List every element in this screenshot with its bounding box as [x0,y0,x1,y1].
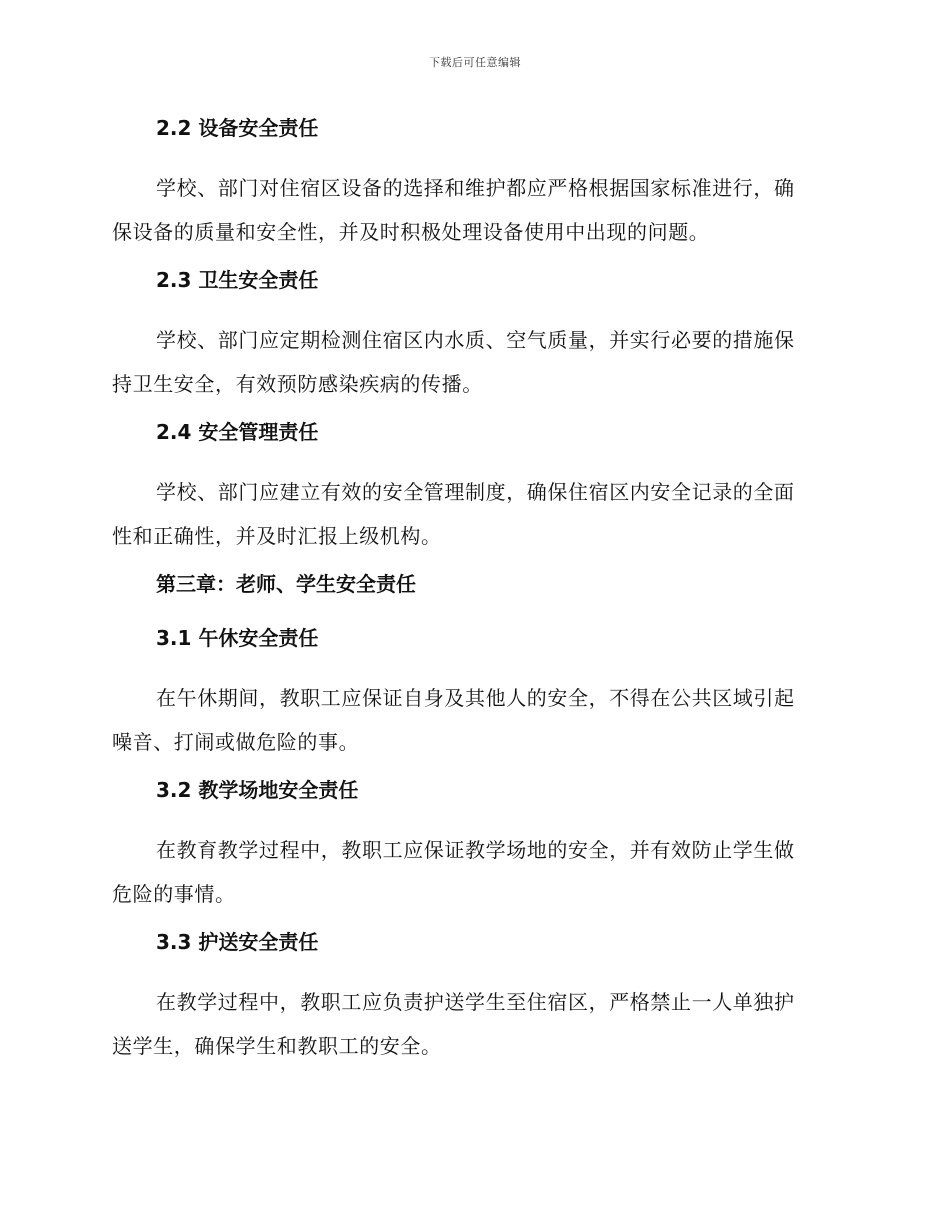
paragraph-line: 保设备的质量和安全性，并及时积极处理设备使用中出现的问题。 [112,220,710,244]
section-heading: 3.1 午休安全责任 [156,626,319,650]
paragraph [112,676,832,764]
paragraph [112,828,832,916]
paragraph-line: 危险的事情。 [112,882,236,906]
paragraph-line: 学校、部门应定期检测住宿区内水质、空气质量，并实行必要的措施保 [156,328,795,352]
paragraph-line: 送学生，确保学生和教职工的安全。 [112,1034,442,1058]
page-header: 下载后可任意编辑 [429,56,521,69]
section-heading: 2.4 安全管理责任 [156,420,319,444]
paragraph [112,166,832,254]
paragraph [112,318,832,406]
section-heading: 2.2 设备安全责任 [156,116,319,140]
paragraph-line: 在午休期间，教职工应保证自身及其他人的安全，不得在公共区域引起 [156,686,795,710]
paragraph-line: 噪音、打闹或做危险的事。 [112,730,360,754]
paragraph-line: 学校、部门应建立有效的安全管理制度，确保住宿区内安全记录的全面 [156,480,795,504]
section-heading: 2.3 卫生安全责任 [156,268,319,292]
paragraph-line: 性和正确性，并及时汇报上级机构。 [112,524,442,548]
paragraph [112,470,832,558]
document-body [112,112,832,1078]
paragraph-line: 学校、部门对住宿区设备的选择和维护都应严格根据国家标准进行，确 [156,176,795,200]
paragraph-line: 在教学过程中，教职工应负责护送学生至住宿区，严格禁止一人单独护 [156,990,795,1014]
paragraph-line: 在教育教学过程中，教职工应保证教学场地的安全，并有效防止学生做 [156,838,795,862]
section-heading: 3.3 护送安全责任 [156,930,319,954]
section-heading: 3.2 教学场地安全责任 [156,778,359,802]
chapter-heading: 第三章：老师、学生安全责任 [156,572,416,596]
paragraph [112,980,832,1068]
paragraph-line: 持卫生安全，有效预防感染疾病的传播。 [112,372,483,396]
